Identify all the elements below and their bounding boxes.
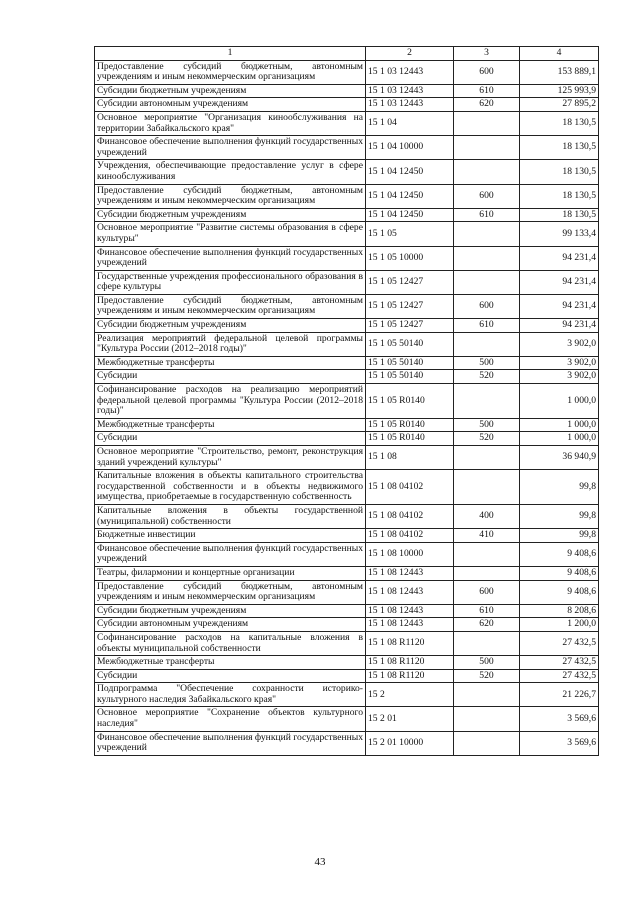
row-code-cell: 15 1 05 R0140 xyxy=(366,384,454,419)
row-name-cell: Финансовое обеспечение выполнения функций государственных учреждений xyxy=(95,136,366,160)
row-amount-cell: 94 231,4 xyxy=(520,270,599,294)
page-number: 43 xyxy=(314,856,326,868)
row-code-cell: 15 1 08 12443 xyxy=(366,566,454,580)
row-name-cell: Предоставление субсидий бюджетным, автономным учреждениям и иным некоммерческим организациям xyxy=(95,60,366,84)
row-name-cell: Бюджетные инвестиции xyxy=(95,529,366,543)
table-row xyxy=(95,184,599,208)
row-vr-cell: 400 xyxy=(454,504,520,528)
table-row xyxy=(95,418,599,432)
row-name-cell: Субсидии бюджетным учреждениям xyxy=(95,84,366,98)
row-amount-cell: 1 000,0 xyxy=(520,384,599,419)
row-code-cell: 15 1 05 50140 xyxy=(366,356,454,370)
row-vr-cell: 600 xyxy=(454,580,520,604)
table-header xyxy=(95,47,599,61)
row-name-cell: Предоставление субсидий бюджетным, автономным учреждениям и иным некоммерческим организациям xyxy=(95,184,366,208)
row-name-cell: Государственные учреждения профессионального образования в сфере культуры xyxy=(95,270,366,294)
header-col-vr: 3 xyxy=(454,47,520,61)
row-code-cell: 15 1 05 R0140 xyxy=(366,432,454,446)
row-amount-cell: 27 432,5 xyxy=(520,631,599,655)
row-vr-cell: 600 xyxy=(454,184,520,208)
table-row xyxy=(95,246,599,270)
row-vr-cell xyxy=(454,160,520,184)
table-row xyxy=(95,683,599,707)
row-code-cell: 15 1 05 R0140 xyxy=(366,418,454,432)
row-code-cell: 15 1 05 xyxy=(366,222,454,246)
table-row xyxy=(95,319,599,333)
row-code-cell: 15 1 08 R1120 xyxy=(366,669,454,683)
row-name-cell: Основное мероприятие "Строительство, ремонт, реконструкция зданий учреждений культуры" xyxy=(95,446,366,470)
row-amount-cell: 94 231,4 xyxy=(520,319,599,333)
table-row xyxy=(95,504,599,528)
row-vr-cell: 620 xyxy=(454,98,520,112)
row-amount-cell: 1 000,0 xyxy=(520,432,599,446)
row-name-cell: Капитальные вложения в объекты государственной (муниципальной) собственности xyxy=(95,504,366,528)
row-amount-cell: 1 200,0 xyxy=(520,618,599,632)
row-vr-cell xyxy=(454,631,520,655)
table-row xyxy=(95,566,599,580)
row-code-cell: 15 1 05 50140 xyxy=(366,332,454,356)
row-vr-cell xyxy=(454,566,520,580)
row-code-cell: 15 1 05 12427 xyxy=(366,270,454,294)
row-vr-cell xyxy=(454,270,520,294)
row-amount-cell: 1 000,0 xyxy=(520,418,599,432)
row-amount-cell: 99,8 xyxy=(520,470,599,505)
table-row xyxy=(95,208,599,222)
row-code-cell: 15 1 03 12443 xyxy=(366,98,454,112)
row-vr-cell xyxy=(454,683,520,707)
row-vr-cell xyxy=(454,542,520,566)
row-amount-cell: 27 895,2 xyxy=(520,98,599,112)
row-code-cell: 15 1 08 10000 xyxy=(366,542,454,566)
row-amount-cell: 99,8 xyxy=(520,504,599,528)
table-row xyxy=(95,542,599,566)
row-code-cell: 15 2 01 10000 xyxy=(366,731,454,755)
table-row xyxy=(95,604,599,618)
row-amount-cell: 8 208,6 xyxy=(520,604,599,618)
row-code-cell: 15 1 08 04102 xyxy=(366,504,454,528)
row-name-cell: Субсидии бюджетным учреждениям xyxy=(95,208,366,222)
table-row xyxy=(95,470,599,505)
row-code-cell: 15 1 05 50140 xyxy=(366,370,454,384)
table-row xyxy=(95,294,599,318)
row-vr-cell: 500 xyxy=(454,418,520,432)
row-code-cell: 15 2 01 xyxy=(366,707,454,731)
row-name-cell: Подпрограмма "Обеспечение сохранности историко-культурного наследия Забайкальского края" xyxy=(95,683,366,707)
row-name-cell: Софинансирование расходов на капитальные вложения в объекты муниципальной собственности xyxy=(95,631,366,655)
row-amount-cell: 99,8 xyxy=(520,529,599,543)
row-name-cell: Межбюджетные трансферты xyxy=(95,418,366,432)
row-vr-cell: 600 xyxy=(454,294,520,318)
table-row xyxy=(95,529,599,543)
table-row xyxy=(95,631,599,655)
row-amount-cell: 3 569,6 xyxy=(520,731,599,755)
table-row xyxy=(95,222,599,246)
row-name-cell: Основное мероприятие "Организация кинообслуживания на территории Забайкальского края" xyxy=(95,111,366,135)
row-amount-cell: 3 902,0 xyxy=(520,356,599,370)
row-vr-cell: 500 xyxy=(454,656,520,670)
row-amount-cell: 99 133,4 xyxy=(520,222,599,246)
row-amount-cell: 94 231,4 xyxy=(520,294,599,318)
row-vr-cell: 520 xyxy=(454,669,520,683)
row-vr-cell: 520 xyxy=(454,370,520,384)
row-code-cell: 15 2 xyxy=(366,683,454,707)
row-amount-cell: 3 902,0 xyxy=(520,370,599,384)
row-name-cell: Предоставление субсидий бюджетным, автономным учреждениям и иным некоммерческим организациям xyxy=(95,580,366,604)
row-vr-cell: 520 xyxy=(454,432,520,446)
row-name-cell: Финансовое обеспечение выполнения функций государственных учреждений xyxy=(95,542,366,566)
header-row xyxy=(95,47,599,61)
row-vr-cell xyxy=(454,111,520,135)
row-amount-cell: 18 130,5 xyxy=(520,184,599,208)
row-name-cell: Субсидии бюджетным учреждениям xyxy=(95,319,366,333)
table-row xyxy=(95,98,599,112)
row-code-cell: 15 1 03 12443 xyxy=(366,84,454,98)
table-row xyxy=(95,111,599,135)
row-vr-cell: 500 xyxy=(454,356,520,370)
row-vr-cell xyxy=(454,136,520,160)
row-vr-cell xyxy=(454,384,520,419)
row-name-cell: Субсидии xyxy=(95,669,366,683)
table-row xyxy=(95,60,599,84)
header-col-code: 2 xyxy=(366,47,454,61)
row-vr-cell: 610 xyxy=(454,208,520,222)
row-code-cell: 15 1 05 12427 xyxy=(366,319,454,333)
table-body xyxy=(95,60,599,755)
row-vr-cell: 600 xyxy=(454,60,520,84)
row-code-cell: 15 1 08 12443 xyxy=(366,604,454,618)
table-row xyxy=(95,618,599,632)
row-vr-cell: 610 xyxy=(454,604,520,618)
table-row xyxy=(95,370,599,384)
row-amount-cell: 21 226,7 xyxy=(520,683,599,707)
row-amount-cell: 9 408,6 xyxy=(520,542,599,566)
table-row xyxy=(95,707,599,731)
table-row xyxy=(95,432,599,446)
row-code-cell: 15 1 08 xyxy=(366,446,454,470)
table-row xyxy=(95,160,599,184)
row-code-cell: 15 1 08 12443 xyxy=(366,618,454,632)
row-vr-cell xyxy=(454,707,520,731)
row-amount-cell: 9 408,6 xyxy=(520,580,599,604)
row-name-cell: Учреждения, обеспечивающие предоставление услуг в сфере кинообслуживания xyxy=(95,160,366,184)
table-row xyxy=(95,332,599,356)
row-code-cell: 15 1 04 10000 xyxy=(366,136,454,160)
row-code-cell: 15 1 04 12450 xyxy=(366,184,454,208)
row-name-cell: Субсидии автономным учреждениям xyxy=(95,618,366,632)
row-amount-cell: 36 940,9 xyxy=(520,446,599,470)
row-code-cell: 15 1 08 04102 xyxy=(366,470,454,505)
row-name-cell: Капитальные вложения в объекты капитального строительства государственной собственности и в объекты недвижимого имущества, приобретаемые в государственную собственность xyxy=(95,470,366,505)
row-code-cell: 15 1 03 12443 xyxy=(366,60,454,84)
row-vr-cell xyxy=(454,246,520,270)
table-row xyxy=(95,669,599,683)
row-amount-cell: 27 432,5 xyxy=(520,656,599,670)
header-col-amount: 4 xyxy=(520,47,599,61)
row-vr-cell xyxy=(454,446,520,470)
row-name-cell: Субсидии xyxy=(95,432,366,446)
row-vr-cell xyxy=(454,470,520,505)
row-amount-cell: 3 569,6 xyxy=(520,707,599,731)
row-amount-cell: 153 889,1 xyxy=(520,60,599,84)
row-vr-cell xyxy=(454,731,520,755)
row-amount-cell: 18 130,5 xyxy=(520,136,599,160)
table-row xyxy=(95,580,599,604)
row-amount-cell: 18 130,5 xyxy=(520,160,599,184)
table-row xyxy=(95,446,599,470)
row-amount-cell: 18 130,5 xyxy=(520,111,599,135)
table-row xyxy=(95,356,599,370)
row-code-cell: 15 1 04 12450 xyxy=(366,208,454,222)
row-code-cell: 15 1 05 10000 xyxy=(366,246,454,270)
table-row xyxy=(95,136,599,160)
row-vr-cell: 410 xyxy=(454,529,520,543)
row-amount-cell: 27 432,5 xyxy=(520,669,599,683)
table-row xyxy=(95,270,599,294)
table-row xyxy=(95,656,599,670)
table-row xyxy=(95,731,599,755)
row-code-cell: 15 1 08 R1120 xyxy=(366,656,454,670)
row-name-cell: Предоставление субсидий бюджетным, автономным учреждениям и иным некоммерческим организациям xyxy=(95,294,366,318)
row-name-cell: Субсидии xyxy=(95,370,366,384)
row-name-cell: Финансовое обеспечение выполнения функций государственных учреждений xyxy=(95,731,366,755)
row-vr-cell: 620 xyxy=(454,618,520,632)
budget-table xyxy=(94,46,599,756)
row-vr-cell: 610 xyxy=(454,84,520,98)
row-name-cell: Основное мероприятие "Развитие системы образования в сфере культуры" xyxy=(95,222,366,246)
row-name-cell: Субсидии бюджетным учреждениям xyxy=(95,604,366,618)
row-name-cell: Межбюджетные трансферты xyxy=(95,356,366,370)
row-code-cell: 15 1 05 12427 xyxy=(366,294,454,318)
row-amount-cell: 94 231,4 xyxy=(520,246,599,270)
row-code-cell: 15 1 04 xyxy=(366,111,454,135)
row-name-cell: Межбюджетные трансферты xyxy=(95,656,366,670)
row-code-cell: 15 1 08 12443 xyxy=(366,580,454,604)
row-amount-cell: 9 408,6 xyxy=(520,566,599,580)
row-vr-cell: 610 xyxy=(454,319,520,333)
row-name-cell: Финансовое обеспечение выполнения функций государственных учреждений xyxy=(95,246,366,270)
header-col-name: 1 xyxy=(95,47,366,61)
row-vr-cell xyxy=(454,222,520,246)
row-code-cell: 15 1 08 04102 xyxy=(366,529,454,543)
row-name-cell: Субсидии автономным учреждениям xyxy=(95,98,366,112)
row-amount-cell: 3 902,0 xyxy=(520,332,599,356)
row-name-cell: Театры, филармонии и концертные организации xyxy=(95,566,366,580)
table-row xyxy=(95,84,599,98)
row-amount-cell: 18 130,5 xyxy=(520,208,599,222)
row-vr-cell xyxy=(454,332,520,356)
row-amount-cell: 125 993,9 xyxy=(520,84,599,98)
row-code-cell: 15 1 04 12450 xyxy=(366,160,454,184)
row-code-cell: 15 1 08 R1120 xyxy=(366,631,454,655)
row-name-cell: Софинансирование расходов на реализацию мероприятий федеральной целевой программы "Культура России (2012–2018 годы)" xyxy=(95,384,366,419)
table-row xyxy=(95,384,599,419)
row-name-cell: Реализация мероприятий федеральной целевой программы "Культура России (2012–2018 годы)" xyxy=(95,332,366,356)
row-name-cell: Основное мероприятие "Сохранение объектов культурного наследия" xyxy=(95,707,366,731)
